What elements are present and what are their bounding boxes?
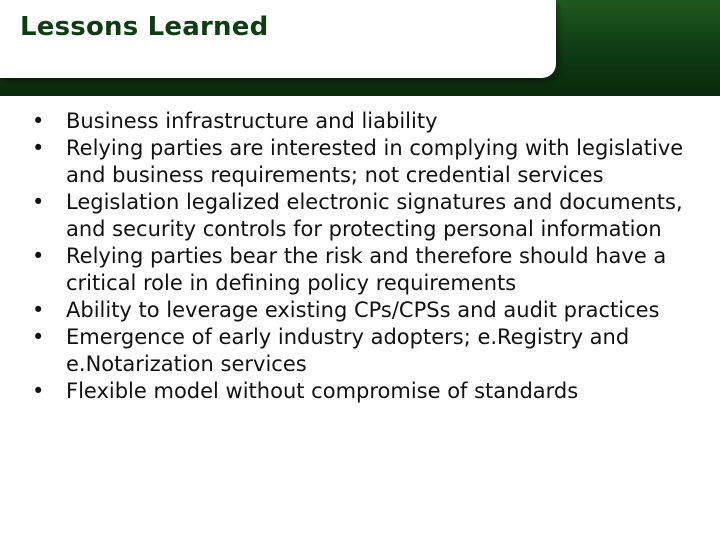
bullet-item-1 bbox=[26, 108, 706, 135]
bullet-item-3 bbox=[26, 189, 706, 243]
bullet-item-5 bbox=[26, 297, 706, 324]
bullet-item-7 bbox=[26, 378, 706, 405]
bullet-text: Flexible model without compromise of standards bbox=[66, 379, 579, 403]
bullet-dot-icon: • bbox=[32, 244, 45, 268]
bullet-dot-icon: • bbox=[32, 109, 45, 133]
bullet-item-6 bbox=[26, 324, 706, 378]
bullet-text: Relying parties are interested in complying with legislative and business requirements; not credential services bbox=[66, 136, 684, 187]
page-title: Lessons Learned bbox=[20, 12, 269, 42]
bullet-item-4 bbox=[26, 243, 706, 297]
bullet-text: Ability to leverage existing CPs/CPSs and audit practices bbox=[66, 298, 660, 322]
bullet-dot-icon: • bbox=[32, 298, 45, 322]
title-box bbox=[0, 0, 556, 78]
bullet-text: Business infrastructure and liability bbox=[66, 109, 438, 133]
bullet-list bbox=[26, 108, 706, 405]
bullet-dot-icon: • bbox=[32, 325, 45, 349]
bullet-dot-icon: • bbox=[32, 379, 45, 403]
bullet-text: Relying parties bear the risk and therefore should have a critical role in defining policy requirements bbox=[66, 244, 667, 295]
bullet-dot-icon: • bbox=[32, 190, 45, 214]
watermark-logo bbox=[600, 0, 720, 94]
bullet-text: Legislation legalized electronic signatures and documents, and security controls for protecting personal information bbox=[66, 190, 683, 241]
bullet-item-2 bbox=[26, 135, 706, 189]
bullet-dot-icon: • bbox=[32, 136, 45, 160]
bullet-text: Emergence of early industry adopters; e.Registry and e.Notarization services bbox=[66, 325, 630, 376]
